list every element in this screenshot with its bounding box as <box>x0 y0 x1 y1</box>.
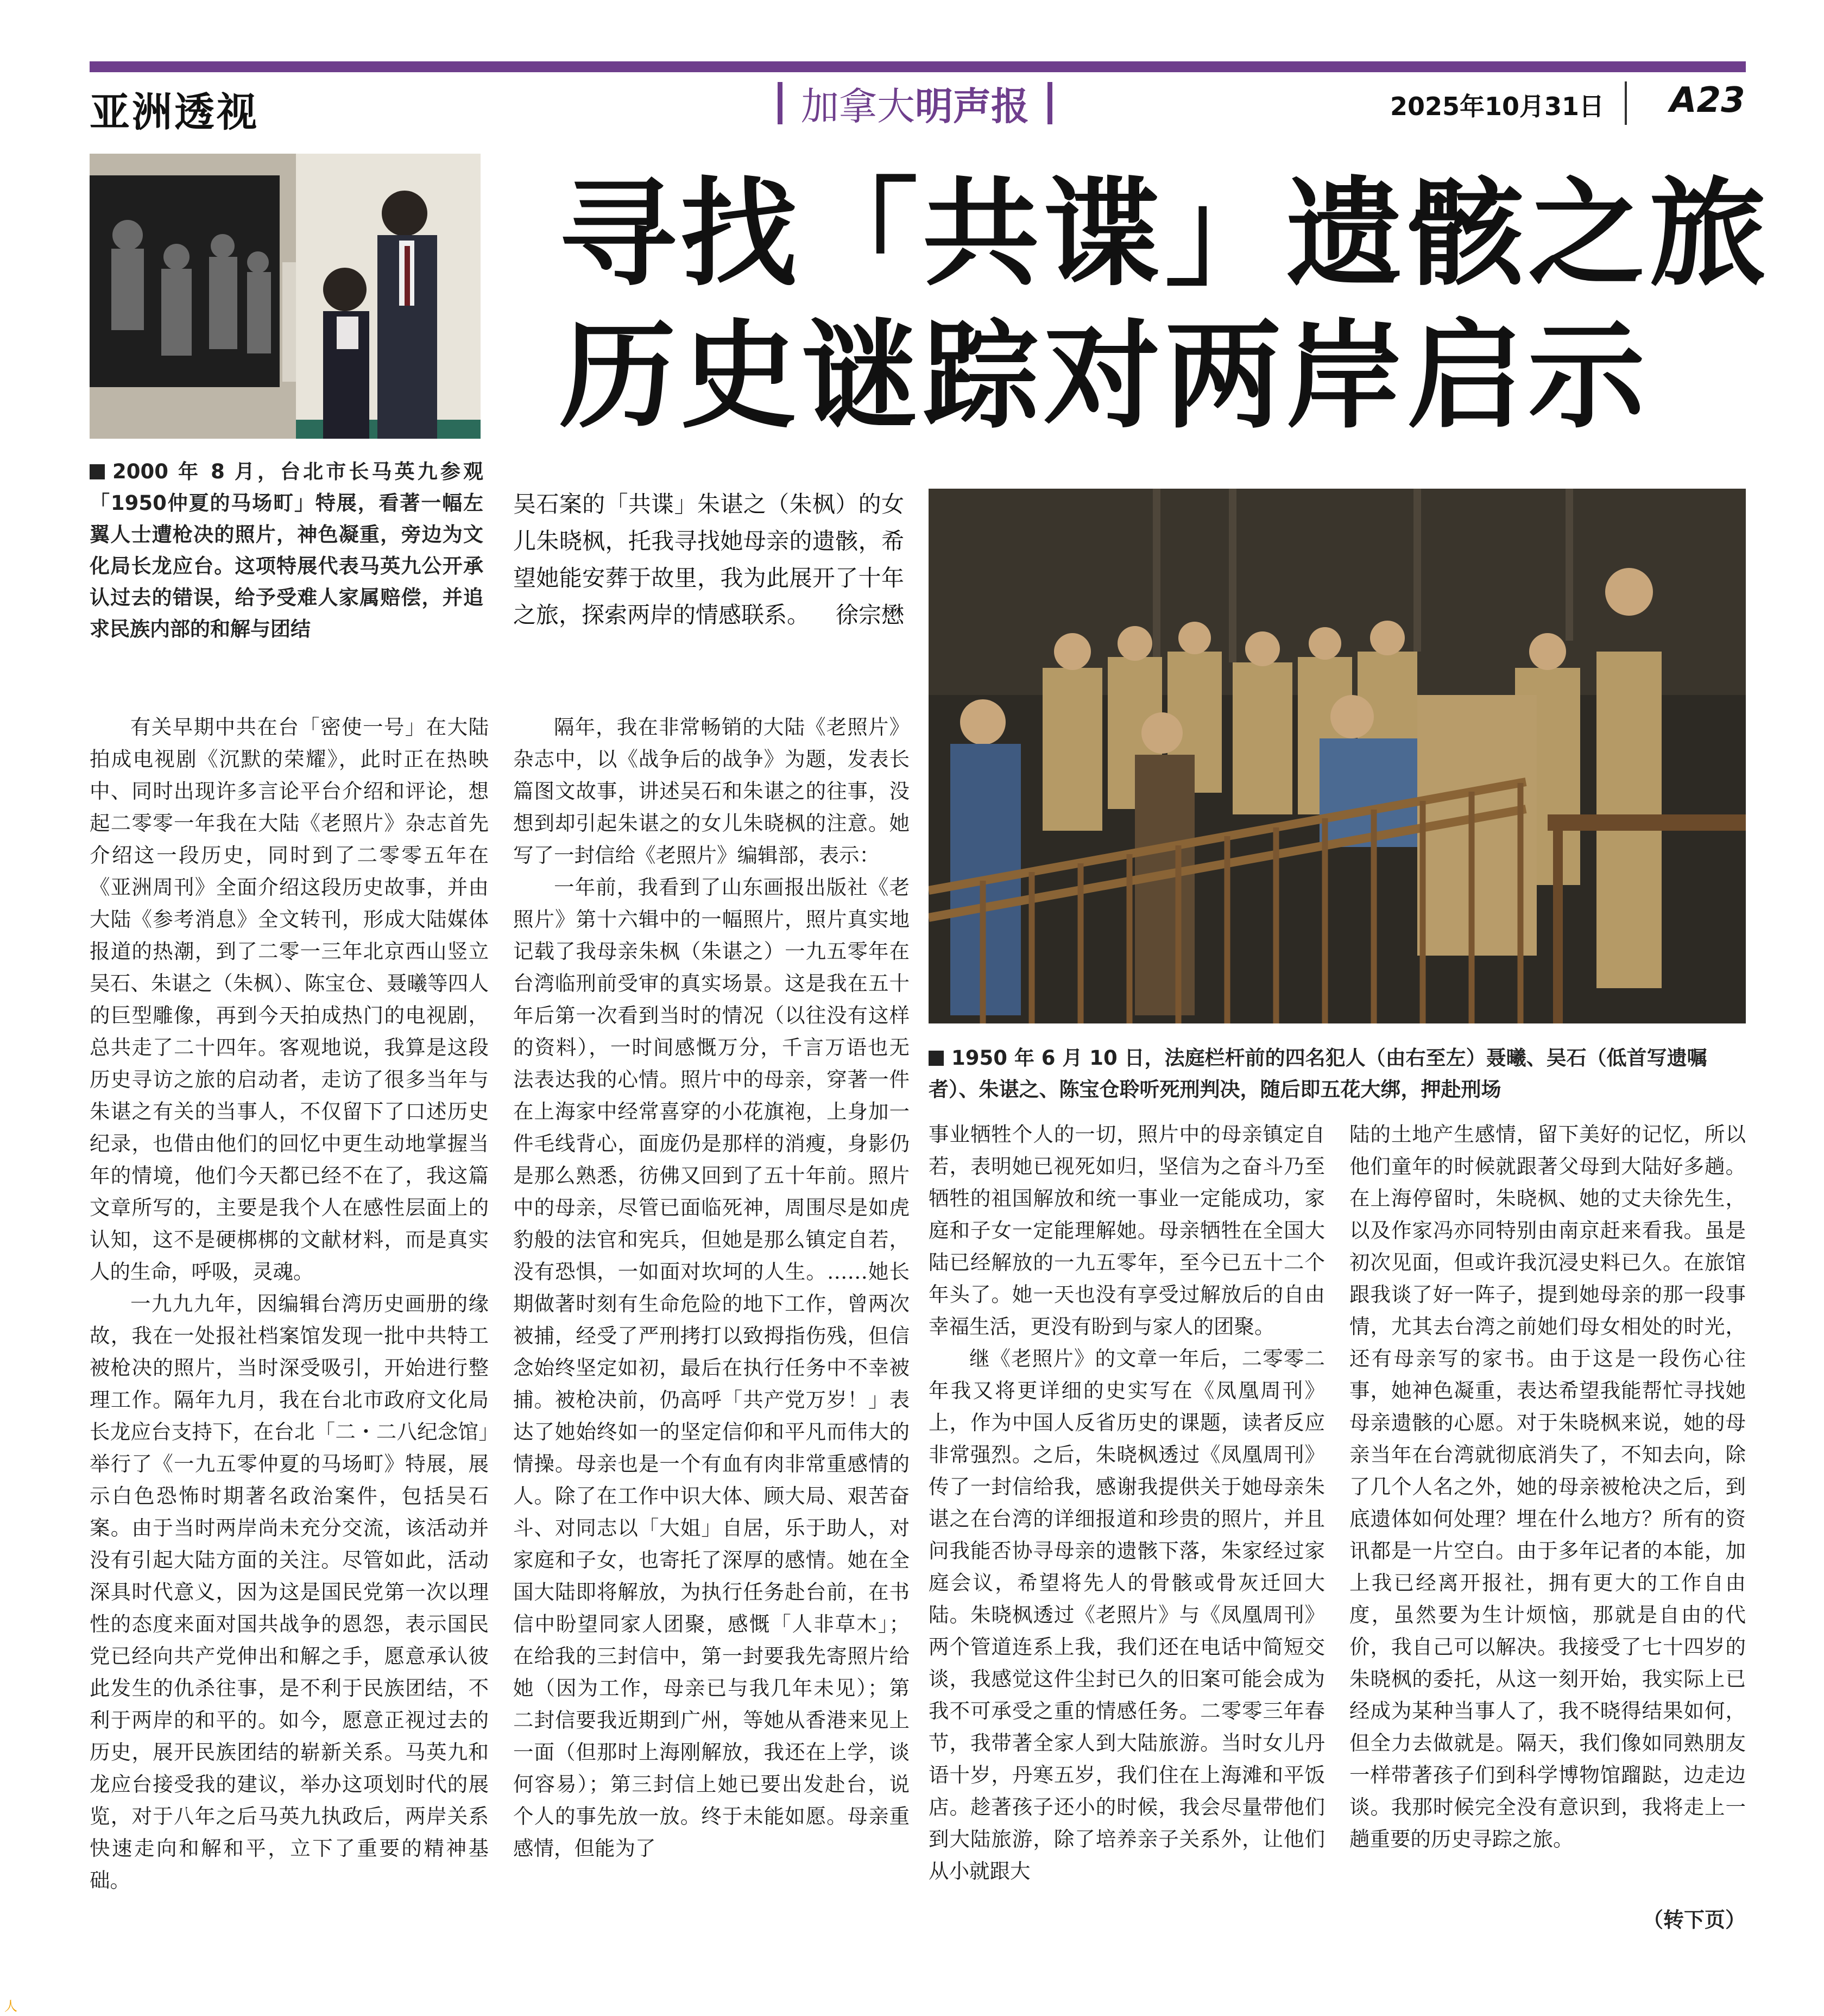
continued-notice: （转下页） <box>1643 1908 1746 1932</box>
author-byline: 徐宗懋 <box>835 602 904 628</box>
lede-text: 吴石案的「共谍」朱谌之（朱枫）的女儿朱晓枫，托我寻找她母亲的遗骸，希望她能安葬于故里，我为此展开了十年之旅，探索两岸的情感联系。 <box>513 491 904 628</box>
issue-date: 2025年10月31日 <box>1390 92 1605 121</box>
lede-paragraph <box>513 486 904 634</box>
date-separator <box>1625 81 1627 125</box>
headline <box>559 163 1770 447</box>
exhibition-photo-caption <box>90 456 483 645</box>
section-name: 亚洲透视 <box>90 89 259 136</box>
masthead-bar-left <box>778 82 782 124</box>
exhibition-photo <box>90 154 481 439</box>
paragraph: 事业牺牲个人的一切，照片中的母亲镇定自若，表明她已视死如归，坚信为之奋斗乃至牺牲的祖国解放和统一事业一定能成功，家庭和子女一定能理解她。母亲牺牲在全国大陆已经解放的一九五零年，至今已五十二个年头了。她一天也没有享受过解放后的自由幸福生活，更没有盼到与家人的团聚。 <box>929 1122 1325 1338</box>
courtroom-photo-caption-text: 1950 年 6 月 10 日，法庭栏杆前的四名犯人（由右至左）聂曦、吴石（低首写遗嘱者）、朱谌之、陈宝仓聆听死刑判决，随后即五花大绑，押赴刑场 <box>929 1046 1707 1101</box>
masthead-title: 明声报 <box>915 84 1029 129</box>
header-rule <box>90 61 1746 72</box>
courtroom-photo <box>929 489 1746 1023</box>
paragraph: 隔年，我在非常畅销的大陆《老照片》杂志中，以《战争后的战争》为题，发表长篇图文故事，讲述吴石和朱谌之的往事，没想到却引起朱谌之的女儿朱晓枫的注意。她写了一封信给《老照片》编辑部，表示： <box>513 715 910 867</box>
paragraph: 陆的土地产生感情，留下美好的记忆，所以他们童年的时候就跟著父母到大陆好多趟。在上海停留时，朱晓枫、她的丈夫徐先生，以及作家冯亦同特别由南京赶来看我。虽是初次见面，但或许我沉浸史料已久。在旅馆跟我谈了好一阵子，提到她母亲的那一段事情，尤其去台湾之前她们母女相处的时光，还有母亲写的家书。由于这是一段伤心往事，她神色凝重，表达希望我能帮忙寻找她母亲遗骸的心愿。对于朱晓枫来说，她的母亲当年在台湾就彻底消失了，不知去向，除了几个人名之外，她的母亲被枪决之后，到底遗体如何处理？埋在什么地方？所有的资讯都是一片空白。由于多年记者的本能，加上我已经离开报社，拥有更大的工作自由度，虽然要为生计烦恼，那就是自由的代价，我自己可以解决。我接受了七十四岁的朱晓枫的委托，从这一刻开始，我实际上已经成为某种当事人了，我不晓得结果如何，但全力去做就是。隔天，我们像如同熟朋友一样带著孩子们到科学博物馆蹓跶，边走边谈。我那时候完全没有意识到，我将走上一趟重要的历史寻踪之旅。 <box>1349 1122 1746 1851</box>
headline-line-2: 历史谜踪对两岸启示 <box>559 308 1649 444</box>
exhibition-photo-image <box>90 154 481 439</box>
page-number: A23 <box>1670 80 1745 121</box>
article-column-3 <box>929 1118 1325 2009</box>
article-column-4 <box>1349 1118 1746 2009</box>
paragraph: 一年前，我看到了山东画报出版社《老照片》第十六辑中的一幅照片，照片真实地记载了我母亲朱枫（朱谌之）一九五零年在台湾临刑前受审的真实场景。这是我在五十年后第一次看到当时的情况（以往没有这样的资料），一时间感慨万分，千言万语也无法表达我的心情。照片中的母亲，穿著一件在上海家中经常喜穿的小花旗袍，上身加一件毛线背心，面庞仍是那样的消瘦，身影仍是那么熟悉，彷佛又回到了五十年前。照片中的母亲，尽管已面临死神，周围尽是如虎豹般的法官和宪兵，但她是那么镇定自若，没有恐惧，一如面对坎坷的人生。……她长期做著时刻有生命危险的地下工作，曾两次被捕，经受了严刑拷打以致拇指伤残，但信念始终坚定如初，最后在执行任务中不幸被捕。被枪决前，仍高呼「共产党万岁！」表达了她始终如一的坚定信仰和平凡而伟大的情操。母亲也是一个有血有肉非常重感情的人。除了在工作中识大体、顾大局、艰苦奋斗、对同志以「大姐」自居，乐于助人，对家庭和子女，也寄托了深厚的感情。她在全国大陆即将解放，为执行任务赴台前，在书信中盼望同家人团聚，感慨「人非草木」；在给我的三封信中，第一封要我先寄照片给她（因为工作，母亲已与我几年未见）；第二封信要我近期到广州，等她从香港来见上一面（但那时上海刚解放，我还在上学，谈何容易）；第三封信上她已要出发赴台，说个人的事先放一放。终于未能如愿。母亲重感情，但能为了 <box>513 875 910 1860</box>
masthead <box>741 76 1089 130</box>
masthead-bar-right <box>1047 82 1052 124</box>
corner-mark: 人 <box>4 1999 17 2014</box>
exhibition-photo-caption-text: 2000 年 8 月，台北市长马英九参观「1950仲夏的马场町」特展，看著一幅左翼人士遭枪决的照片，神色凝重，旁边为文化局长龙应台。这项特展代表马英九公开承认过去的错误，给予受难人家属赔偿，并追求民族内部的和解与团结 <box>90 460 483 641</box>
masthead-prefix: 加拿大 <box>801 84 915 129</box>
article-column-1 <box>90 711 489 2009</box>
paragraph: 一九九九年，因编辑台湾历史画册的缘故，我在一处报社档案馆发现一批中共特工被枪决的照片，当时深受吸引，开始进行整理工作。隔年九月，我在台北市政府文化局长龙应台支持下，在台北「二・二八纪念馆」举行了《一九五零仲夏的马场町》特展，展示白色恐怖时期著名政治案件，包括吴石案。由于当时两岸尚未充分交流，该活动并没有引起大陆方面的关注。尽管如此，活动深具时代意义，因为这是国民党第一次以理性的态度来面对国共战争的恩怨，表示国民党已经向共产党伸出和解之手，愿意承认彼此发生的仇杀往事，是不利于民族团结，不利于两岸的和平的。如今，愿意正视过去的历史，展开民族团结的崭新关系。马英九和龙应台接受我的建议，举办这项划时代的展览，对于八年之后马英九执政后，两岸关系快速走向和解和平，立下了重要的精神基础。 <box>90 1292 489 1892</box>
courtroom-photo-image <box>929 489 1746 1023</box>
article-column-2 <box>513 711 910 2009</box>
paragraph: 继《老照片》的文章一年后，二零零二年我又将更详细的史实写在《凤凰周刊》上，作为中国人反省历史的课题，读者反应非常强烈。之后，朱晓枫透过《凤凰周刊》传了一封信给我，感谢我提供关于她母亲朱谌之在台湾的详细报道和珍贵的照片，并且问我能否协寻母亲的遗骸下落，朱家经过家庭会议，希望将先人的骨骸或骨灰迁回大陆。朱晓枫透过《老照片》与《凤凰周刊》两个管道连系上我，我们还在电话中简短交谈，我感觉这件尘封已久的旧案可能会成为我不可承受之重的情感任务。二零零三年春节，我带著全家人到大陆旅游。当时女儿丹语十岁，丹寒五岁，我们住在上海滩和平饭店。趁著孩子还小的时候，我会尽量带他们到大陆旅游，除了培养亲子关系外，让他们从小就跟大 <box>929 1347 1325 1883</box>
headline-line-1: 寻找「共谍」遗骸之旅 <box>559 166 1770 302</box>
caption-square-icon <box>929 1051 944 1066</box>
caption-square-icon <box>90 464 105 479</box>
courtroom-photo-caption <box>929 1042 1746 1105</box>
paragraph: 有关早期中共在台「密使一号」在大陆拍成电视剧《沉默的荣耀》，此时正在热映中、同时出现许多言论平台介绍和评论，想起二零零一年我在大陆《老照片》杂志首先介绍这一段历史，同时到了二零零五年在《亚洲周刊》全面介绍这段历史故事，并由大陆《参考消息》全文转刊，形成大陆媒体报道的热潮，到了二零一三年北京西山竖立吴石、朱谌之（朱枫）、陈宝仓、聂曦等四人的巨型雕像，再到今天拍成热门的电视剧，总共走了二十四年。客观地说，我算是这段历史寻访之旅的启动者，走访了很多当年与朱谌之有关的当事人，不仅留下了口述历史纪录，也借由他们的回忆中更生动地掌握当年的情境，他们今天都已经不在了，我这篇文章所写的，主要是我个人在感性层面上的认知，这不是硬梆梆的文献材料，而是真实人的生命，呼吸，灵魂。 <box>90 715 489 1284</box>
